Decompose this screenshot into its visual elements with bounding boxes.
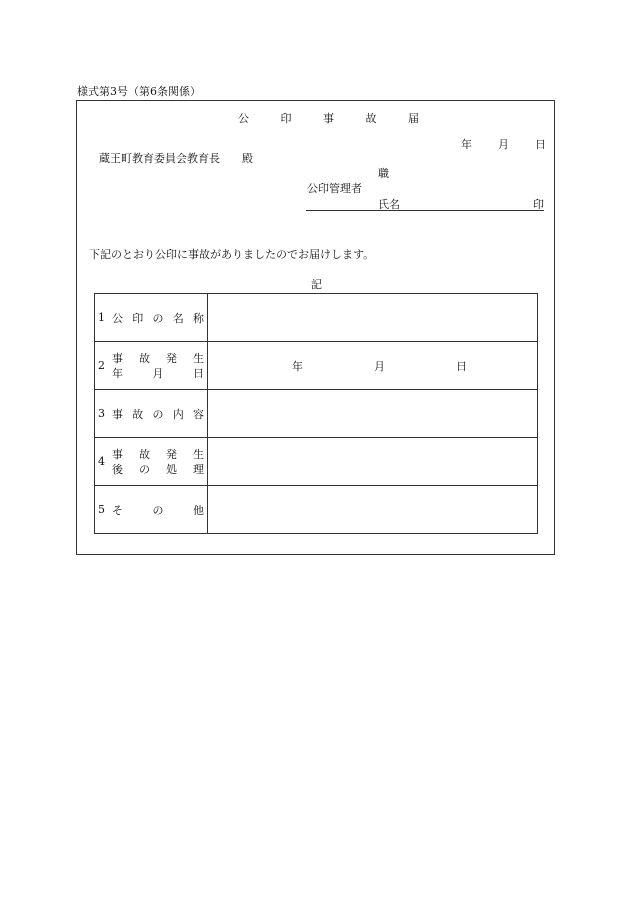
row-number: 4 (98, 455, 105, 468)
label-char: 事 (112, 407, 123, 421)
table-row (95, 486, 538, 534)
label-char: 後 (112, 462, 123, 476)
label-char: 内 (172, 407, 184, 421)
row-label (95, 486, 208, 534)
table-row (95, 342, 538, 390)
other-field[interactable] (208, 486, 538, 534)
label-char: 故 (139, 351, 150, 365)
label-char: 故 (132, 407, 144, 421)
row-label (95, 438, 208, 486)
form-number-label: 様式第3号（第6条関係） (77, 85, 201, 98)
label-char: 生 (193, 447, 204, 461)
row-label (95, 390, 208, 438)
label-char: 処 (166, 462, 177, 476)
label-char: 発 (166, 447, 177, 461)
seal-manager-label: 公印管理者 (307, 182, 362, 195)
year-label: 年 (292, 359, 303, 373)
label-char: 公 (112, 311, 123, 325)
label-char: 故 (139, 447, 150, 461)
label-char: 称 (193, 311, 204, 325)
label-char: 名 (172, 311, 184, 325)
position-label: 職 (378, 167, 389, 180)
row-number: 2 (98, 359, 105, 372)
name-label: 氏名 (378, 198, 400, 211)
incident-date-field[interactable] (208, 342, 538, 390)
label-char: 発 (166, 351, 177, 365)
label-char: 印 (132, 311, 144, 325)
details-table (94, 293, 538, 534)
table-row (95, 390, 538, 438)
label-char: の (152, 503, 164, 517)
row-label (95, 342, 208, 390)
label-char: の (139, 462, 150, 476)
row-number: 3 (98, 407, 105, 420)
signature-underline (306, 210, 544, 211)
label-char: 他 (193, 503, 204, 517)
table-row (95, 438, 538, 486)
day-label: 日 (535, 138, 546, 151)
document-title: 公 印 事 故 届 (238, 112, 433, 125)
row-label (95, 294, 208, 342)
submission-date (461, 139, 546, 150)
label-char: の (152, 407, 164, 421)
seal-name-field[interactable] (208, 294, 538, 342)
label-char: の (152, 311, 164, 325)
incident-content-field[interactable] (208, 390, 538, 438)
year-label: 年 (461, 138, 472, 151)
label-char: 月 (152, 366, 164, 380)
row-number: 5 (98, 503, 105, 516)
addressee: 蔵王町教育委員会教育長 殿 (99, 152, 253, 165)
label-char: 事 (112, 447, 123, 461)
post-incident-handling-field[interactable] (208, 438, 538, 486)
row-number: 1 (98, 311, 105, 324)
label-char: そ (112, 503, 123, 517)
day-label: 日 (456, 359, 467, 373)
label-char: 事 (112, 351, 123, 365)
label-char: 容 (193, 407, 204, 421)
body-text: 下記のとおり公印に事故がありましたのでお届けします。 (89, 248, 375, 261)
month-label: 月 (498, 138, 509, 151)
table-row (95, 294, 538, 342)
month-label: 月 (374, 359, 385, 373)
label-char: 理 (193, 462, 204, 476)
ki-heading: 記 (311, 278, 322, 291)
seal-mark: 印 (533, 198, 544, 211)
label-char: 日 (193, 366, 204, 380)
label-char: 年 (112, 366, 123, 380)
label-char: 生 (193, 351, 204, 365)
